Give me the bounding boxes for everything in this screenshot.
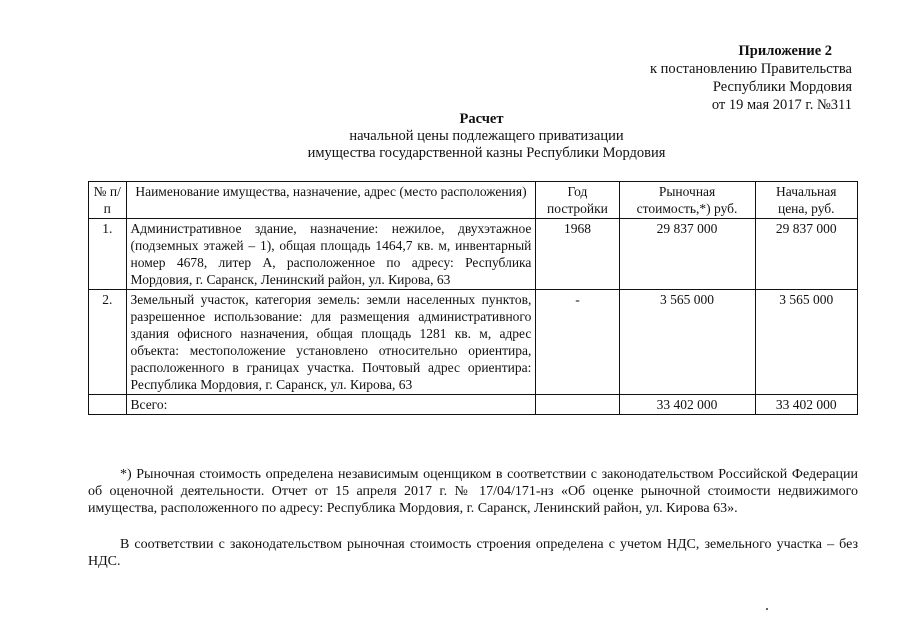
price-calculation-table xyxy=(88,181,858,415)
header-name: Наименование имущества, назначение, адрес (место расположения) xyxy=(126,182,536,219)
row-name: Административное здание, назначение: нежилое, двухэтажное (подземных этажей – 1), общая площадь 1464,7 кв. м, инвентарный номер 4678, литер А, расположенное по адресу: Республика Мордовия, г. Саранск, Ленинский район, ул. Кирова, 63 xyxy=(126,219,536,290)
heading-subtitle-1: начальной цены подлежащего приватизации xyxy=(349,128,624,144)
header-market-value: Рыночная стоимость,*) руб. xyxy=(619,182,755,219)
row-year: 1968 xyxy=(536,219,619,290)
approval-block xyxy=(592,42,852,114)
total-start-price: 33 402 000 xyxy=(755,395,857,415)
header-num: № п/п xyxy=(89,182,127,219)
row-num: 2. xyxy=(89,290,127,395)
total-label: Всего: xyxy=(126,395,536,415)
scan-speck xyxy=(766,608,768,610)
total-num-cell xyxy=(89,395,127,415)
row-name: Земельный участок, категория земель: земли населенных пунктов, разрешенное использование: для размещения административного здания офисного назначения, общая площадь 1281 кв. м, адрес объекта: местоположение установлено относительно ориентира, расположенного в границах участка. Почтовый адрес ориентира: Республика Мордовия, г. Саранск, ул. Кирова, 63 xyxy=(126,290,536,395)
vat-note: В соответствии с законодательством рыночная стоимость строения определена с учетом НДС, земельного участка – без НДС. xyxy=(88,537,858,569)
appendix-title: Приложение 2 xyxy=(738,43,832,59)
row-market-value: 3 565 000 xyxy=(619,290,755,395)
approval-date: от 19 мая 2017 г. №311 xyxy=(711,97,852,113)
row-year: - xyxy=(536,290,619,395)
heading-subtitle-2: имущества государственной казны Республики Мордовия xyxy=(307,145,666,161)
total-year-cell xyxy=(536,395,619,415)
heading-title: Расчет xyxy=(459,111,504,127)
table-total-row xyxy=(89,395,858,415)
approval-line-2: Республики Мордовия xyxy=(712,79,852,95)
row-num: 1. xyxy=(89,219,127,290)
document-heading xyxy=(0,111,905,162)
table-header-row xyxy=(89,182,858,219)
row-market-value: 29 837 000 xyxy=(619,219,755,290)
row-start-price: 29 837 000 xyxy=(755,219,857,290)
header-start-price: Начальная цена, руб. xyxy=(755,182,857,219)
notes-block xyxy=(88,466,858,570)
footnote: *) Рыночная стоимость определена независимым оценщиком в соответствии с законодательством Российской Федерации об оценочной деятельности. Отчет от 15 апреля 2017 г. № 17/04/171-нз «Об оценке рыночной стоимости недвижимого имущества, расположенного по адресу: Республика Мордовия, г. Саранск, Ленинский район, ул. Кирова 63». xyxy=(88,467,858,516)
table-row xyxy=(89,290,858,395)
row-start-price: 3 565 000 xyxy=(755,290,857,395)
table-row xyxy=(89,219,858,290)
total-market-value: 33 402 000 xyxy=(619,395,755,415)
approval-line-1: к постановлению Правительства xyxy=(650,61,852,77)
header-year: Год постройки xyxy=(536,182,619,219)
